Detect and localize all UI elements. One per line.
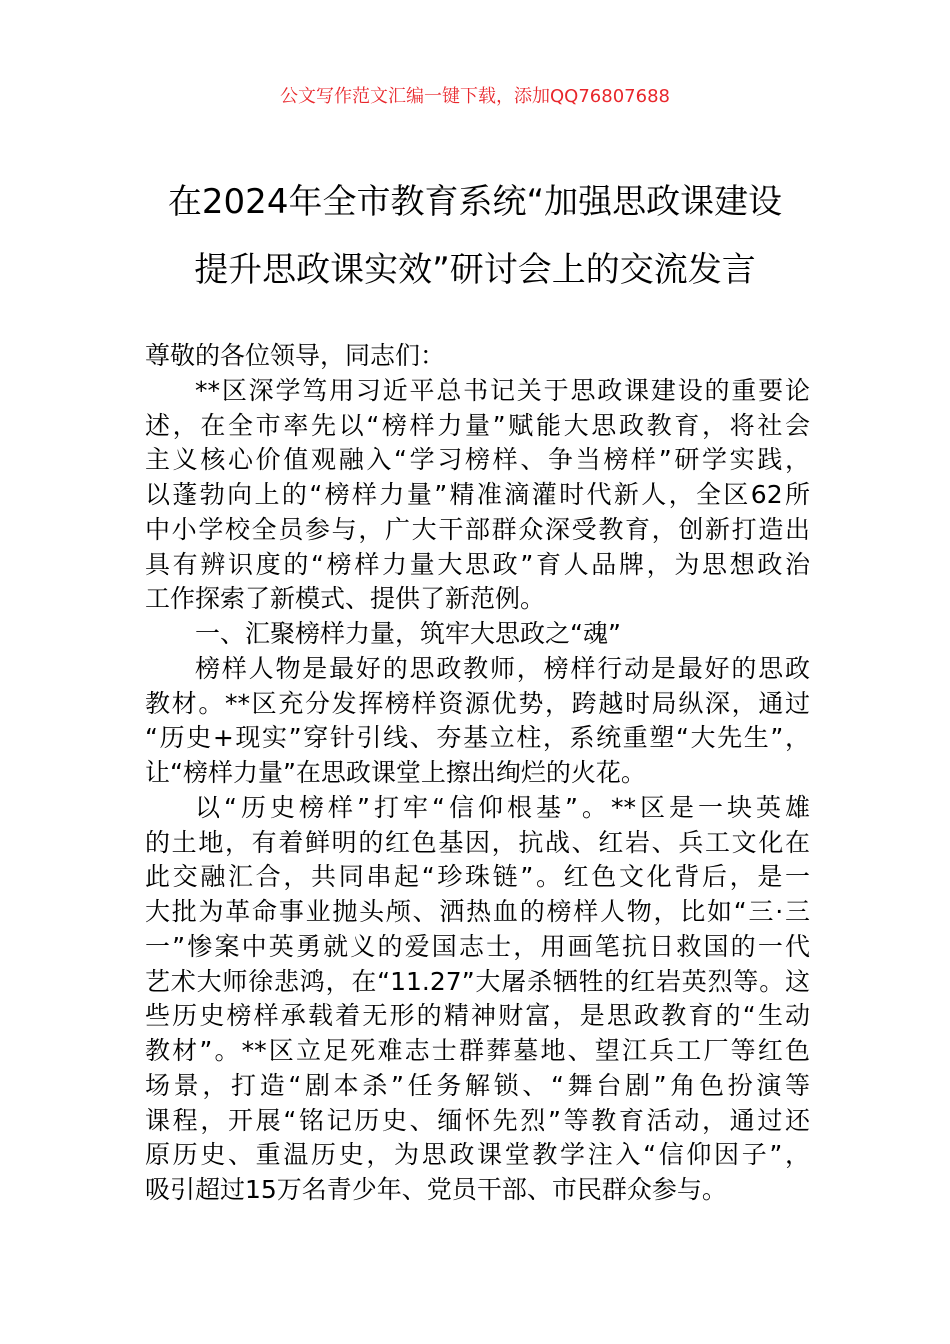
body-text-line: 一、汇聚榜样力量，筑牢大思政之“魂” [195, 619, 621, 648]
body-text-line: 以蓬勃向上的“榜样力量”精准滴灌时代新人，全区62所 [145, 480, 810, 509]
body-text-line: 榜样人物是最好的思政教师，榜样行动是最好的思政 [195, 653, 810, 683]
document-title-line-2: 提升思政课实效”研讨会上的交流发言 [194, 250, 756, 290]
body-text-line: 尊敬的各位领导，同志们： [145, 341, 446, 370]
body-text-line: 课程，开展“铭记历史、缅怀先烈”等教育活动，通过还 [145, 1105, 810, 1135]
body-text-line: 场景，打造“剧本杀”任务解锁、“舞台剧”角色扮演等 [145, 1070, 810, 1100]
body-text-line: 大批为革命事业抛头颅、洒热血的榜样人物，比如“三·三 [145, 897, 810, 926]
body-text-line: 教材”。**区立足死难志士群葬墓地、望江兵工厂等红色 [145, 1036, 810, 1065]
body-text-line: “历史+现实”穿针引线、夯基立柱，系统重塑“大先生”， [145, 723, 810, 753]
body-text-line: 中小学校全员参与，广大干部群众深受教育，创新打造出 [145, 514, 810, 544]
body-text-line: 述，在全市率先以“榜样力量”赋能大思政教育，将社会 [145, 410, 810, 440]
body-text-line: 具有辨识度的“榜样力量大思政”育人品牌，为思想政治 [145, 549, 810, 579]
download-watermark-header: 公文写作范文汇编一键下载，添加QQ76807688 [280, 86, 670, 107]
body-text-line: 的土地，有着鲜明的红色基因，抗战、红岩、兵工文化在 [145, 827, 810, 857]
body-text-line: 让“榜样力量”在思政课堂上擦出绚烂的火花。 [145, 758, 646, 787]
body-text-line: 一”惨案中英勇就义的爱国志士，用画笔抗日救国的一代 [145, 931, 810, 961]
body-text-line: 吸引超过15万名青少年、党员干部、市民群众参与。 [145, 1175, 727, 1204]
body-text-line: 以“历史榜样”打牢“信仰根基”。**区是一块英雄 [195, 792, 810, 822]
body-text-line: 工作探索了新模式、提供了新范例。 [145, 584, 546, 614]
body-text-line: 原历史、重温历史，为思政课堂教学注入“信仰因子”， [145, 1140, 810, 1170]
body-text-line: 此交融汇合，共同串起“珍珠链”。红色文化背后，是一 [145, 862, 810, 892]
body-text-line: 教材。**区充分发挥榜样资源优势，跨越时局纵深，通过 [145, 688, 810, 718]
document-body [145, 339, 810, 1208]
body-text-line: **区深学笃用习近平总书记关于思政课建设的重要论 [195, 375, 810, 405]
body-text-line: 主义核心价值观融入“学习榜样、争当榜样”研学实践， [145, 445, 810, 475]
body-text-line: 些历史榜样承载着无形的精神财富，是思政教育的“生动 [145, 1001, 810, 1031]
body-text-line: 艺术大师徐悲鸿，在“11.27”大屠杀牺牲的红岩英烈等。这 [145, 966, 810, 996]
document-title-line-1: 在2024年全市教育系统“加强思政课建设 [167, 182, 783, 222]
